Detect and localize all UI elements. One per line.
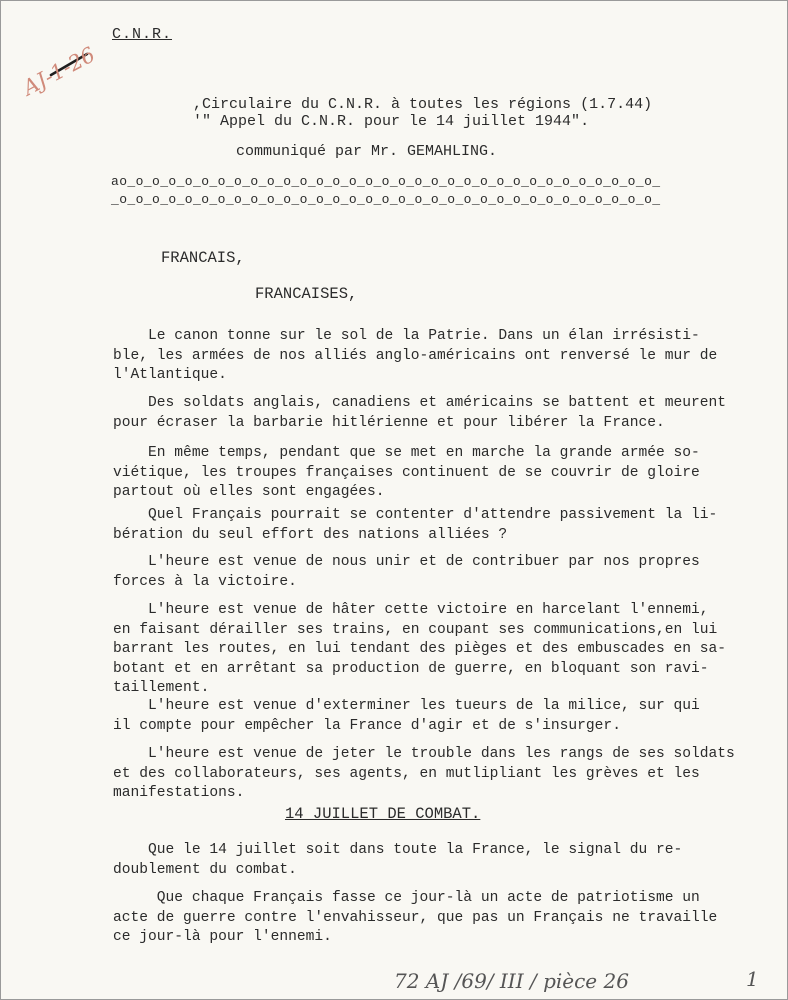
paragraph-9 — [113, 841, 682, 880]
paragraph-line: En même temps, pendant que se met en marche la grande armée so- — [113, 445, 700, 461]
paragraph-line: forces à la victoire. — [113, 573, 297, 590]
paragraph-line: il compte pour empêcher la France d'agir et de s'insurger. — [113, 717, 621, 734]
paragraph-8 — [113, 745, 735, 804]
paragraph-line: ble, les armées de nos alliés anglo-américains ont renversé le mur de — [113, 347, 718, 364]
handwritten-reference: AJ-1-26 — [19, 42, 100, 101]
org-heading: C.N.R. — [112, 26, 173, 43]
appeal-title: '" Appel du C.N.R. pour le 14 juillet 1944". — [193, 113, 590, 130]
paragraph-line: Des soldats anglais, canadiens et américains se battent et meurent — [113, 395, 727, 411]
salutation-francaises: FRANCAISES, — [255, 285, 358, 303]
paragraph-line: L'heure est venue de nous unir et de contribuer par nos propres — [113, 554, 700, 570]
paragraph-5 — [113, 553, 700, 592]
paragraph-line: L'heure est venue de jeter le trouble dans les rangs de ses soldats — [113, 746, 735, 762]
paragraph-line: manifestations. — [113, 785, 245, 801]
paragraph-line: doublement du combat. — [113, 861, 297, 878]
paragraph-line: acte de guerre contre l'envahisseur, que pas un Français ne travaille — [113, 909, 718, 926]
paragraph-line: et des collaborateurs, ses agents, en mutlipliant les grèves et les — [113, 765, 700, 782]
separator-line: ao_o_o_o_o_o_o_o_o_o_o_o_o_o_o_o_o_o_o_o_o_o_o_o_o_o_o_o_o_o_o_o_o_ — [111, 174, 661, 189]
paragraph-line: Quel Français pourrait se contenter d'attendre passivement la li- — [113, 507, 718, 523]
paragraph-line: botant et en arrêtant sa production de guerre, en bloquant son ravi- — [113, 660, 709, 677]
paragraph-line: Que le 14 juillet soit dans toute la France, le signal du re- — [113, 842, 683, 858]
paragraph-line: barrant les routes, en lui tendant des pièges et des embuscades en sa- — [113, 641, 727, 657]
separator-line: _o_o_o_o_o_o_o_o_o_o_o_o_o_o_o_o_o_o_o_o_o_o_o_o_o_o_o_o_o_o_o_o_o_ — [111, 192, 661, 207]
paragraph-line: taillement. — [113, 680, 210, 696]
paragraph-line: ce jour-là pour l'ennemi. — [113, 929, 332, 945]
paragraph-line: l'Atlantique. — [113, 367, 227, 383]
paragraph-4 — [113, 506, 717, 545]
paragraph-line: partout où elles sont engagées. — [113, 484, 385, 500]
paragraph-line: Le canon tonne sur le sol de la Patrie. Dans un élan irrésisti- — [113, 328, 700, 344]
paragraph-line: en faisant dérailler ses trains, en coupant ses communications,en lui — [113, 621, 718, 638]
paragraph-7 — [113, 697, 700, 736]
paragraph-6 — [113, 601, 726, 699]
archive-reference: 72 AJ /69/ III / pièce 26 — [394, 969, 629, 993]
combat-subheading: 14 JUILLET DE COMBAT. — [285, 805, 481, 823]
circular-title: ,Circulaire du C.N.R. à toutes les régions (1.7.44) — [193, 96, 653, 113]
paragraph-10 — [113, 889, 717, 948]
salutation-francais: FRANCAIS, — [161, 249, 245, 267]
paragraph-line: Que chaque Français fasse ce jour-là un acte de patriotisme un — [113, 890, 700, 906]
paragraph-line: bération du seul effort des nations alliées ? — [113, 526, 508, 543]
paragraph-3 — [113, 444, 700, 503]
paragraph-line: L'heure est venue d'exterminer les tueurs de la milice, sur qui — [113, 698, 700, 714]
paragraph-line: pour écraser la barbarie hitlérienne et pour libérer la France. — [113, 414, 665, 431]
paragraph-1 — [113, 327, 717, 386]
paragraph-line: L'heure est venue de hâter cette victoire en harcelant l'ennemi, — [113, 602, 709, 618]
paragraph-2 — [113, 394, 726, 433]
communicated-by: communiqué par Mr. GEMAHLING. — [236, 143, 498, 160]
paragraph-line: viétique, les troupes françaises continuent de se couvrir de gloire — [113, 464, 700, 481]
page-number: 1 — [746, 967, 759, 991]
